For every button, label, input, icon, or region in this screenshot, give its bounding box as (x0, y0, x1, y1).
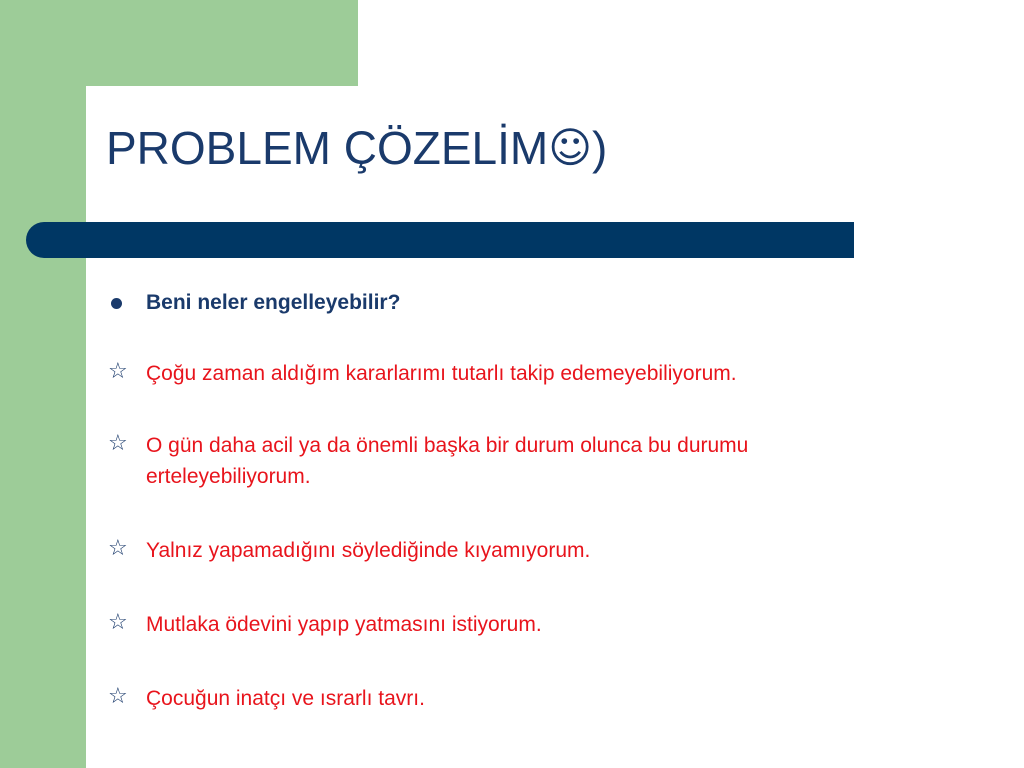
green-accent-top (0, 0, 358, 86)
star-bullet-icon: ☆ (108, 610, 128, 635)
list-item: Çocuğun inatçı ve ısrarlı tavrı. (146, 687, 425, 710)
slide-title (106, 120, 607, 176)
star-bullet-icon: ☆ (108, 536, 128, 561)
green-accent-left (0, 0, 86, 768)
smiley-icon: ☺ (548, 123, 592, 172)
title-underline-bar (26, 222, 854, 258)
bullet-dot-icon (111, 298, 122, 309)
content-panel (86, 86, 1024, 768)
star-bullet-icon: ☆ (108, 359, 128, 384)
star-bullet-icon: ☆ (108, 684, 128, 709)
list-item: Mutlaka ödevini yapıp yatmasını istiyorum. (146, 613, 542, 636)
title-suffix: ) (592, 122, 608, 174)
list-item: O gün daha acil ya da önemli başka bir durum olunca bu durumu erteleyebiliyorum. (146, 434, 749, 488)
star-bullet-icon: ☆ (108, 431, 128, 456)
title-text: PROBLEM ÇÖZELİM (106, 122, 549, 174)
slide-heading: Beni neler engelleyebilir? (146, 291, 401, 314)
list-item: Çoğu zaman aldığım kararlarımı tutarlı takip edemeyebiliyorum. (146, 362, 737, 385)
list-item: Yalnız yapamadığını söylediğinde kıyamıyorum. (146, 539, 591, 562)
